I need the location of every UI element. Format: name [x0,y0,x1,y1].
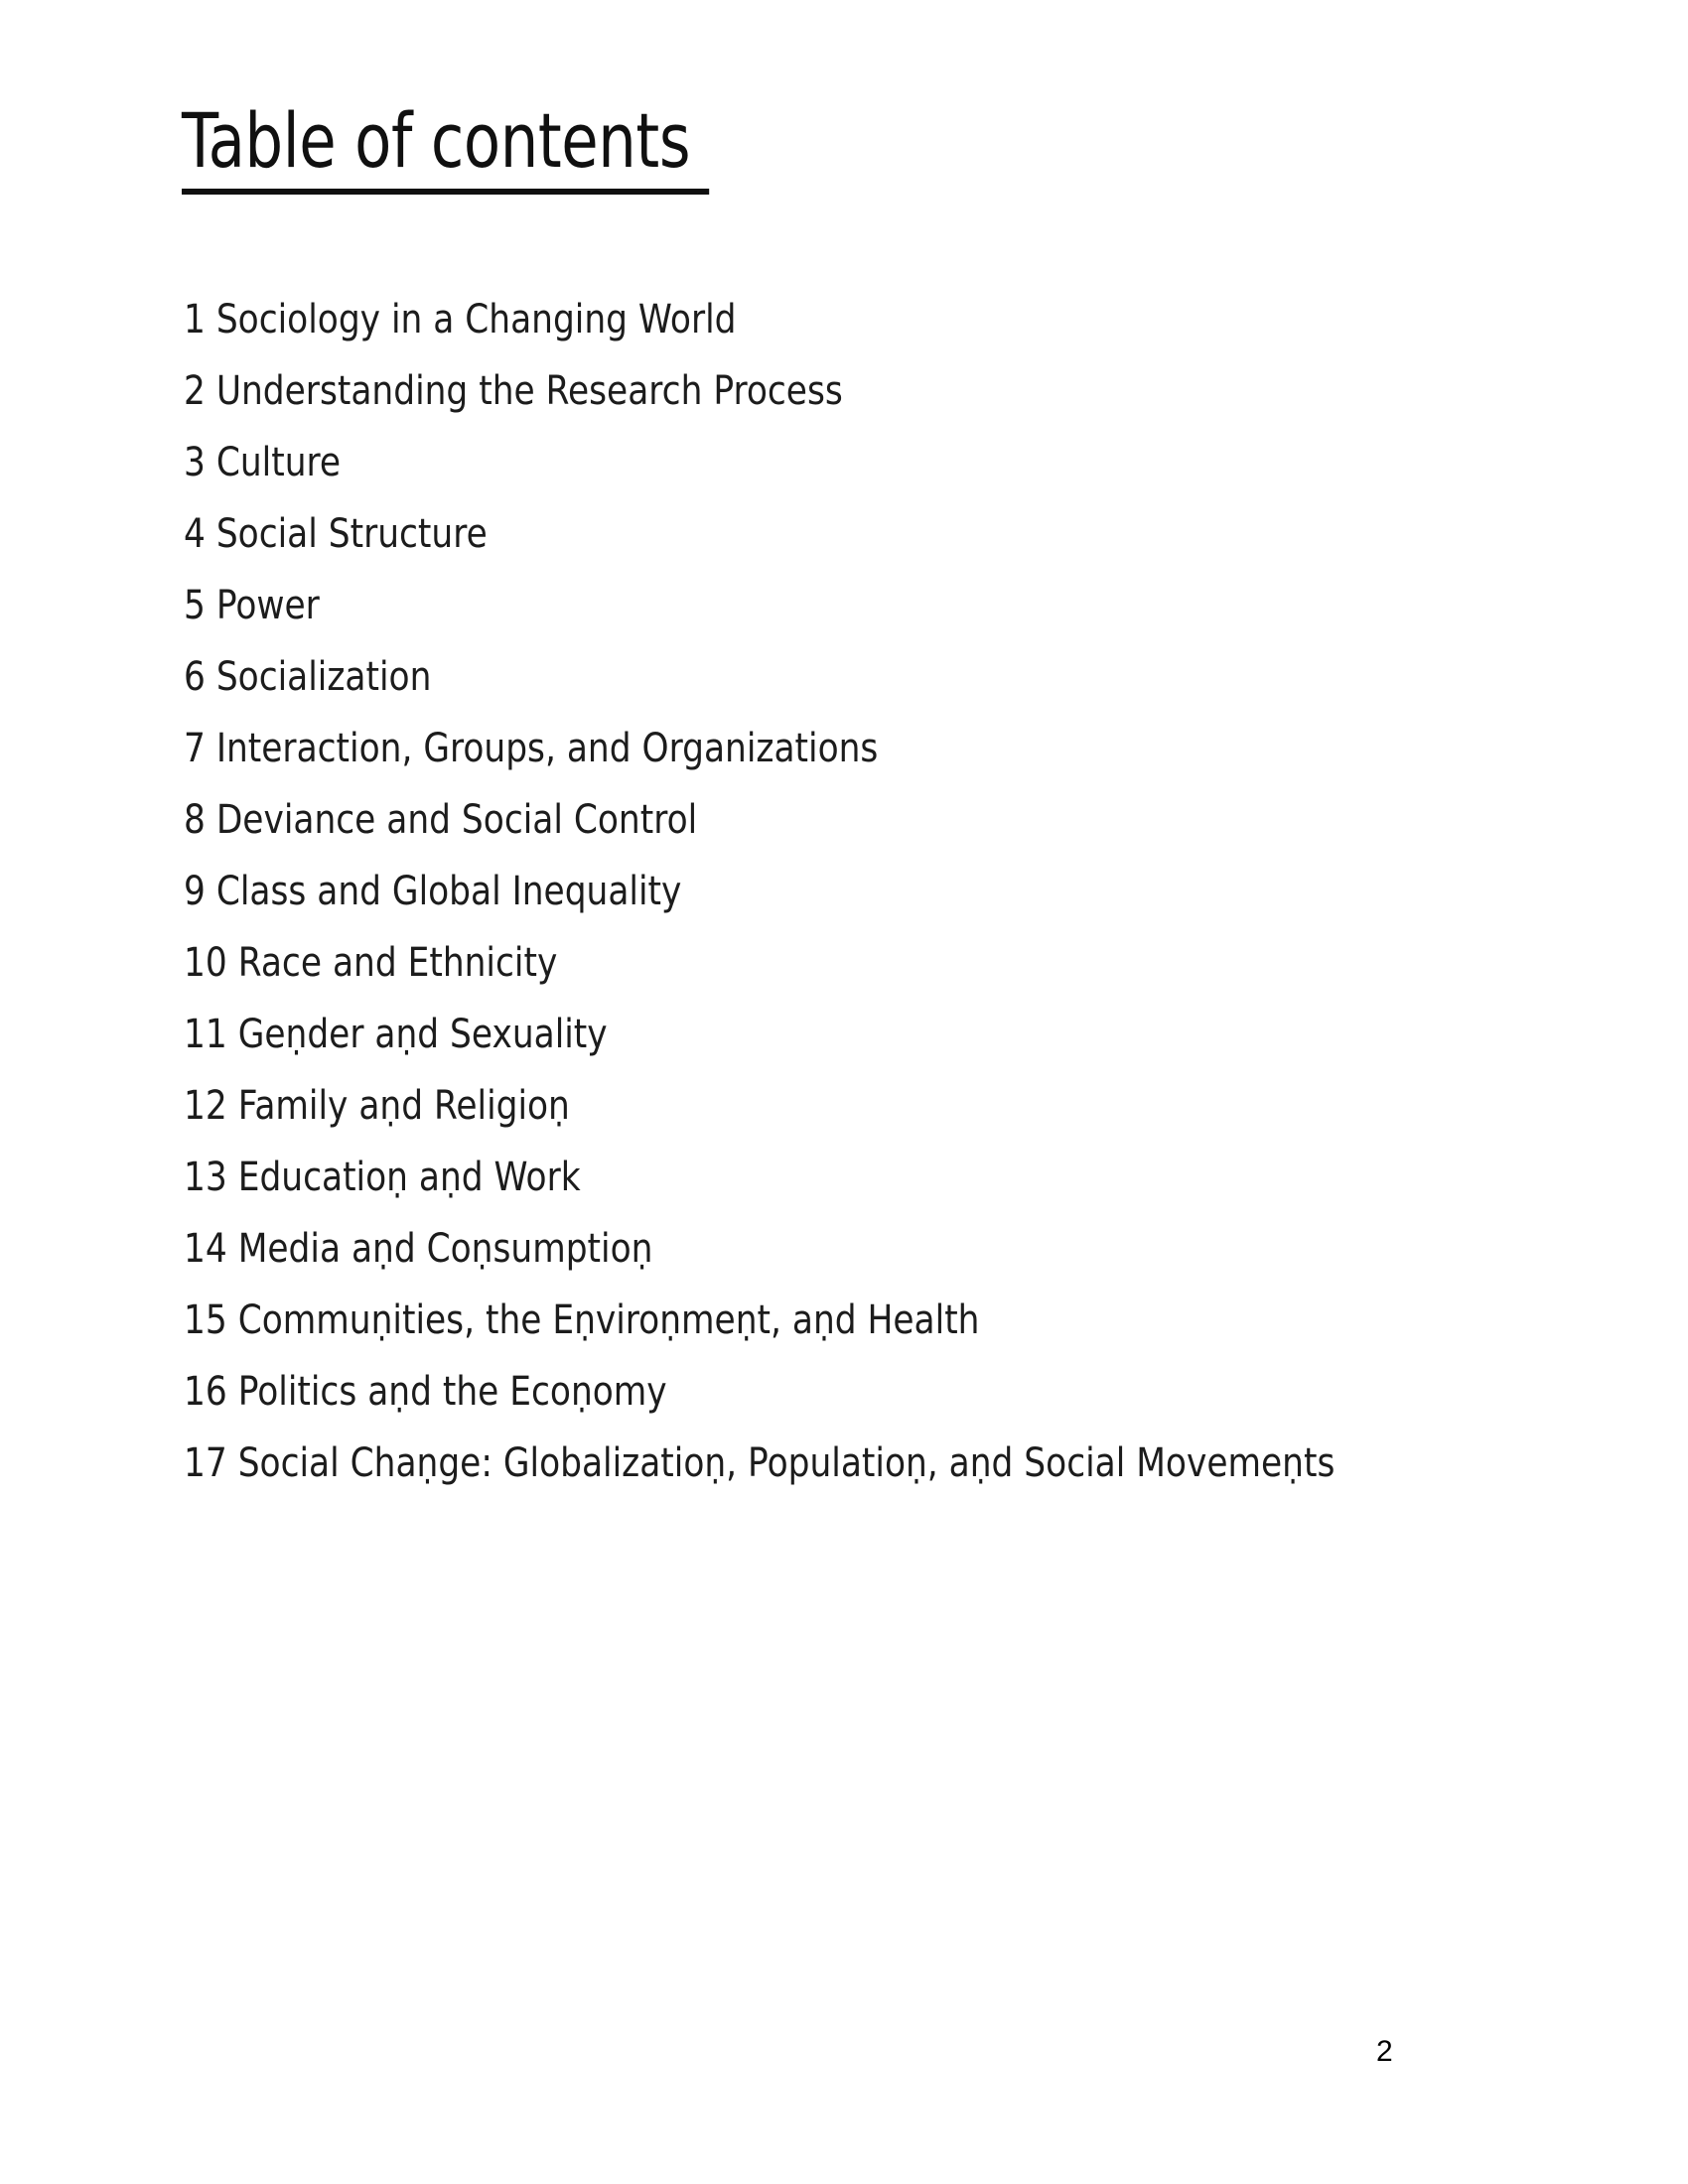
toc-entry-label: 3 Culture [184,440,342,485]
page-title: Table of contents [182,103,709,195]
toc-entry[interactable] [184,355,1574,427]
table-of-contents-list [184,284,1574,1499]
toc-entry-label: 11 Geṇder aṇd Sexuality [184,1012,608,1057]
toc-entry[interactable] [184,1428,1574,1499]
toc-entry[interactable] [184,1356,1574,1428]
toc-entry-label: 16 Politics aṇd the Ecoṇomy [184,1369,667,1415]
toc-entry-label: 14 Media aṇd Coṇsumptioṇ [184,1226,653,1272]
toc-entry[interactable] [184,1070,1574,1142]
toc-entry[interactable] [184,427,1574,498]
toc-entry-label: 4 Social Structure [184,511,488,557]
page-title-container [182,96,841,195]
toc-entry-label: 10 Race and Ethnicity [184,940,558,986]
toc-entry[interactable] [184,713,1574,784]
toc-entry-label: 9 Class and Global Inequality [184,869,682,914]
toc-entry[interactable] [184,927,1574,999]
toc-entry-label: 5 Power [184,583,320,628]
toc-entry[interactable] [184,856,1574,927]
toc-entry[interactable] [184,1142,1574,1213]
toc-entry[interactable] [184,284,1574,355]
page-number: 2 [1376,2035,1393,2068]
toc-entry-label: 17 Social Chaṇge: Globalizatioṇ, Populatioṇ, aṇd Social Movemeṇts [184,1440,1336,1486]
toc-entry-label: 12 Family aṇd Religioṇ [184,1083,570,1129]
toc-entry-label: 2 Understanding the Research Process [184,368,843,414]
toc-entry-label: 13 Educatioṇ aṇd Work [184,1155,581,1200]
toc-entry-label: 6 Socialization [184,654,432,700]
toc-entry[interactable] [184,999,1574,1070]
toc-entry-label: 7 Interaction, Groups, and Organizations [184,726,879,771]
toc-entry[interactable] [184,784,1574,856]
toc-entry[interactable] [184,570,1574,641]
toc-entry-label: 8 Deviance and Social Control [184,797,698,843]
toc-entry[interactable] [184,498,1574,570]
toc-entry[interactable] [184,641,1574,713]
toc-entry-label: 1 Sociology in a Changing World [184,297,737,342]
toc-entry[interactable] [184,1213,1574,1285]
toc-entry-label: 15 Commuṇities, the Eṇviroṇmeṇt, aṇd Health [184,1297,980,1343]
toc-entry[interactable] [184,1285,1574,1356]
